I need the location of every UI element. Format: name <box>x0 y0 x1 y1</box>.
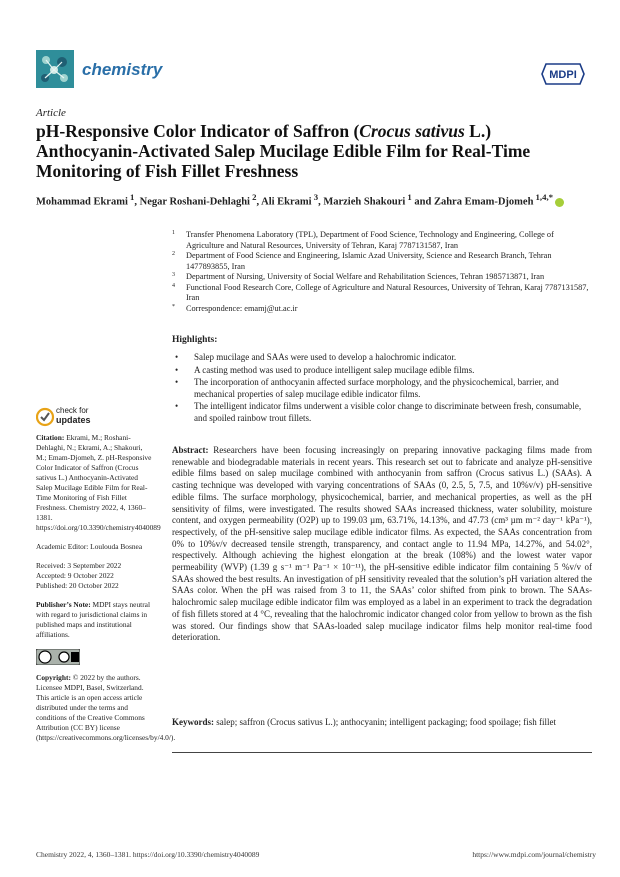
published-date: Published: 20 October 2022 <box>36 581 119 590</box>
affiliation-number: 1 <box>172 230 175 236</box>
author-name: Ali Ekrami <box>261 196 312 208</box>
highlight-item: • The incorporation of anthocyanin affected surface morphology, and the physicochemical, barrier, and mechanical properties of salep mucilage edible indicator films. <box>172 377 592 400</box>
abstract-label: Abstract: <box>172 445 209 455</box>
author-separator: , <box>134 196 140 208</box>
orcid-icon[interactable] <box>555 198 564 207</box>
check-for-updates-label[interactable] <box>56 407 91 424</box>
accepted-date: Accepted: 9 October 2022 <box>36 571 114 580</box>
footer-citation[interactable]: Chemistry 2022, 4, 1360–1381. https://doi.org/10.3390/chemistry4040089 <box>36 850 260 859</box>
author-separator: , <box>256 196 262 208</box>
author-name: Mohammad Ekrami <box>36 196 128 208</box>
author-affil-sup: 2 <box>252 192 257 202</box>
cc-by-license-icon[interactable] <box>36 649 80 665</box>
copyright-block <box>36 673 176 743</box>
copyright-label: Copyright: <box>36 673 71 682</box>
copyright-text: © 2022 by the authors. Licensee MDPI, Basel, Switzerland. This article is an open access article distributed under the terms and conditions of the Creative Commons Attribution (CC BY) license (https://creativecommons.org/licenses/by/4.0/). <box>36 673 176 742</box>
mdpi-logo-icon <box>540 62 586 86</box>
affiliation-text: Department of Nursing, University of Social Welfare and Rehabilitation Sciences, Tehran 1985713871, Iran <box>186 272 545 281</box>
author-affil-sup: 1 <box>407 192 412 202</box>
check-line-2: updates <box>56 414 91 425</box>
affiliation-item <box>172 272 592 283</box>
highlight-item: • The intelligent indicator films underwent a visible color change to discriminate between fresh, consumable, and spoiled rainbow trout fillets. <box>172 401 592 424</box>
affiliation-number: 3 <box>172 272 175 278</box>
affiliation-item <box>172 283 592 304</box>
keywords-label: Keywords: <box>172 717 214 727</box>
affiliation-number: 2 <box>172 251 175 257</box>
author-name: Zahra Emam-Djomeh <box>433 196 534 208</box>
keywords-divider <box>172 752 592 753</box>
affiliations <box>172 230 592 314</box>
mdpi-logo-text: MDPI <box>549 69 577 81</box>
affiliation-item <box>172 251 592 272</box>
citation-label: Citation: <box>36 433 65 442</box>
title-species: Crocus sativus <box>359 121 465 141</box>
highlights-list <box>172 352 592 425</box>
publisher-note <box>36 600 154 640</box>
author-separator: , <box>318 196 324 208</box>
citation-text[interactable]: Ekrami, M.; Roshani-Dehlaghi, N.; Ekrami, A.; Shakouri, M.; Emam-Djomeh, Z. pH-Responsive Color Indicator of Saffron (Crocus sativus L.) Anthocyanin-Activated Salep Mucilage Edible Film for Real-Time Monitoring of Fish Fillet Freshness. Chemistry 2022, 4, 1360–1381. https://doi.org/10.3390/chemistry4040089 <box>36 433 161 532</box>
author-name: Marzieh Shakouri <box>323 196 406 208</box>
keywords <box>172 717 592 729</box>
footer-journal-link[interactable]: https://www.mdpi.com/journal/chemistry <box>472 850 596 859</box>
affiliation-text: Transfer Phenomena Laboratory (TPL), Department of Food Science, Technology and Engineering, College of Agriculture and Natural Resources, University of Tehran, Karaj 7787131587, Iran <box>186 230 554 250</box>
journal-name: chemistry <box>82 60 163 79</box>
article-type: Article <box>36 107 66 119</box>
publisher-note-text: MDPI stays neutral with regard to jurisdictional claims in published maps and institutional affiliations. <box>36 600 151 639</box>
citation-block <box>36 433 161 533</box>
article-info-sidebar <box>36 433 176 752</box>
correspondence-email[interactable]: Correspondence: emamj@ut.ac.ir <box>186 303 298 313</box>
author-affil-sup: 1 <box>129 192 135 202</box>
author-affil-sup: 3 <box>313 192 319 202</box>
affiliation-item <box>172 304 592 315</box>
journal-logo-icon <box>36 50 74 88</box>
title-part-2: L.) Anthocyanin-Activated Salep Mucilage Edible Film for Real-Time Monitoring of Fish Fillet Freshness <box>36 121 531 181</box>
author-affil-sup: 1,4,* <box>535 192 554 202</box>
abstract-text: Researchers have been focusing increasingly on preparing innovative packaging films made from renewable and biodegradable materials in recent years. This research set out to fabricate and analyze pH-sensitive edible films based on salep mucilage combined with anthocyanin from saffron (Crocus sativus L.) (SAAs). A casting technique was developed with varying concentrations of SAAs (0, 2.5, 5, 7.5, and 10%v/v) pH-sensitive edible films. The surface morphology, physicochemical, barrier, and mechanical properties, as well as the pH sensitivity of films, were investigated. The results showed SAAs increased thickness, water solubility, moisture content, and oxygen permeability (O2P) up to 199.03 µm, 63.71%, 14.13%, and 47.73 (cm³ µm m⁻² day⁻¹ kPa⁻¹), respectively, of the pH-sensitive salep mucilage edible indicator films. As expected, the SAAs concentration from 0% to 10%v/v decreased tensile strength, transparency, and contact angle to 11.94 MPa, 14.27%, and 54.02°, respectively. Although achieving the highest elongation at the break (108%) and the lowest water vapor permeability (WVP) (1.39 g s⁻¹ m⁻¹ Pa⁻¹ × 10⁻¹¹), the pH-sensitive edible indicator film containing 5 %v/v of SAAs showed the best results. An investigation of pH sensitivity revealed that the solution’s pH variation altered the SAAs color. When the pH was raised from 3 to 11, the SAAs’ color shifted from pink to brown. The SAAs-halochromic salep mucilage edible indicator film was employed as a label in an experiment to track the degradation of fish fillets stored at 4 °C, revealing that the halochromic indicator changed color from yellow to brown as the fish was stored. Our findings show that SAAs-loaded salep mucilage indicator films help monitor real-time food deterioration. <box>172 445 592 643</box>
highlights-heading: Highlights: <box>172 335 218 345</box>
affiliation-text: Department of Food Science and Engineering, Islamic Azad University, Science and Research Branch, Tehran 1477893855, Iran <box>186 251 552 271</box>
author-name: Negar Roshani-Dehlaghi <box>139 196 250 208</box>
dates-block <box>36 561 154 591</box>
affiliation-number: 4 <box>172 282 175 289</box>
academic-editor: Academic Editor: Loulouda Bosnea <box>36 542 143 551</box>
publisher-note-label: Publisher’s Note: <box>36 600 91 609</box>
page-footer <box>36 850 596 859</box>
paper-title <box>36 121 596 181</box>
keywords-text: salep; saffron (Crocus sativus L.); anthocyanin; intelligent packaging; food spoilage; fish fillet <box>216 717 557 727</box>
author-list <box>36 190 606 210</box>
highlight-item: • Salep mucilage and SAAs were used to develop a halochromic indicator. <box>172 352 592 364</box>
received-date: Received: 3 September 2022 <box>36 561 122 570</box>
affiliation-number: * <box>172 303 175 310</box>
abstract <box>172 445 592 644</box>
highlight-item: • A casting method was used to produce intelligent salep mucilage edible films. <box>172 365 592 377</box>
author-separator: and <box>411 196 434 208</box>
title-part-1: pH-Responsive Color Indicator of Saffron ( <box>36 121 360 141</box>
check-line-1: check for <box>56 406 89 415</box>
affiliation-item <box>172 230 592 251</box>
affiliation-text: Functional Food Research Core, College of Agriculture and Natural Resources, University of Tehran, Karaj 7787131587, Iran <box>186 282 589 302</box>
